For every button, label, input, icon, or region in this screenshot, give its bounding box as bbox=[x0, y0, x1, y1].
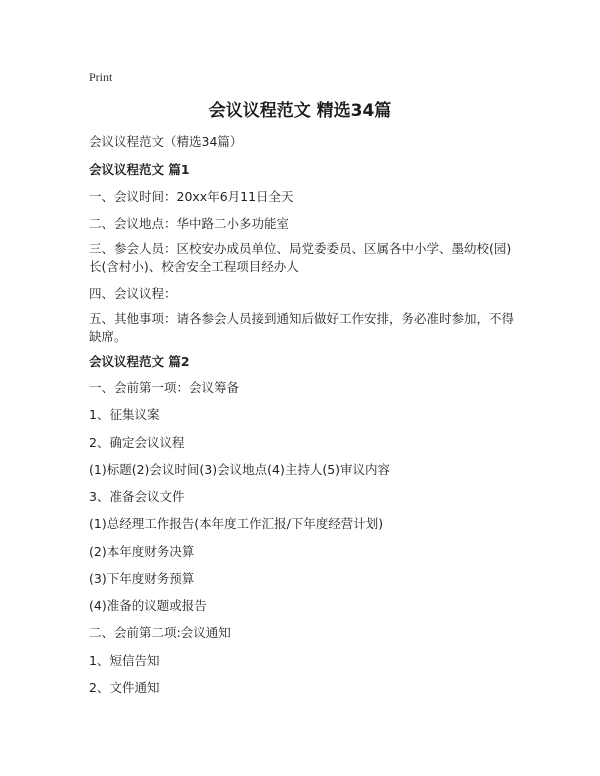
paragraph-item: 二、会前第二项:会议通知 bbox=[89, 625, 231, 640]
paragraph-agenda: 四、会议议程： bbox=[89, 286, 177, 301]
paragraph-item: (1)总经理工作报告(本年度工作汇报/下年度经营计划) bbox=[89, 516, 384, 531]
paragraph-item: (1)标题(2)会议时间(3)会议地点(4)主持人(5)审议内容 bbox=[89, 462, 391, 477]
paragraph-item: (3)下年度财务预算 bbox=[89, 571, 195, 586]
paragraph-item: 1、征集议案 bbox=[89, 407, 160, 422]
paragraph-meeting-location: 二、会议地点：华中路二小多功能室 bbox=[89, 216, 290, 231]
paragraph-item: 2、文件通知 bbox=[89, 680, 160, 695]
document-subtitle: 会议议程范文（精选34篇） bbox=[89, 134, 243, 149]
paragraph-other-matters: 五、其他事项：请各参会人员接到通知后做好工作安排，务必准时参加，不得缺席。 bbox=[89, 311, 515, 344]
print-link[interactable]: Print bbox=[89, 70, 113, 84]
page-title: 会议议程范文 精选34篇 bbox=[208, 101, 392, 121]
paragraph-attendees: 三、参会人员：区校安办成员单位、局党委委员、区属各中小学、墨幼校(园)长(含村小)、校舍安全工程项目经办人 bbox=[89, 241, 512, 274]
paragraph-meeting-time: 一、会议时间：20xx年6月11日全天 bbox=[89, 189, 294, 204]
paragraph-item: 2、确定会议议程 bbox=[89, 435, 185, 450]
paragraph-item: 3、准备会议文件 bbox=[89, 489, 185, 504]
paragraph-item: 1、短信告知 bbox=[89, 653, 160, 668]
paragraph-item: (2)本年度财务决算 bbox=[89, 544, 195, 559]
section-heading-2: 会议议程范文 篇2 bbox=[89, 354, 190, 369]
section-heading-1: 会议议程范文 篇1 bbox=[89, 162, 190, 177]
paragraph-item: (4)准备的议题或报告 bbox=[89, 598, 207, 613]
paragraph-item: 一、会前第一项：会议筹备 bbox=[89, 380, 240, 395]
